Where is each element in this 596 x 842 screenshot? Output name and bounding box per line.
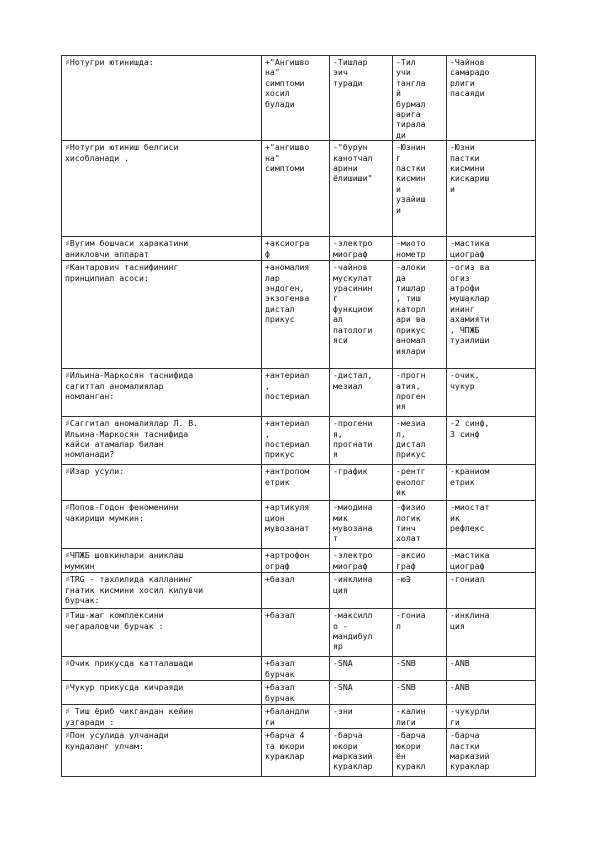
answer-option-c-cell: -миото нометр <box>393 237 447 261</box>
answer-option-d-cell: -Юзни пастки кисмини кискариш и <box>447 141 536 237</box>
question-cell: ♯Попов-Годон феноменини чакириши мумкин: <box>62 501 262 549</box>
answer-option-b-cell: -миодина мик мувозана т <box>330 501 393 549</box>
answer-option-d-cell: -огиз ва огиз атрофи мушаклар ининг ахамияти , ЧПЖБ тузилиши <box>447 261 536 369</box>
correct-answer-cell: +базал бурчак <box>262 681 330 705</box>
answer-option-b-cell: -Тишлар эич туради <box>330 56 393 141</box>
answer-option-b-cell: -SNA <box>330 681 393 705</box>
question-cell: ♯TRG - тахлилида калланинг гнатик кисмини хосил килувчи бурчак: <box>62 573 262 609</box>
answer-option-b-cell: -прогени я, прогнати я <box>330 417 393 465</box>
correct-answer-cell: +базал <box>262 573 330 609</box>
question-table <box>61 55 536 777</box>
answer-option-d-cell: -Чайнов самарадо рлиги пасаяди <box>447 56 536 141</box>
table-row <box>62 729 536 777</box>
correct-answer-cell: +базал <box>262 609 330 657</box>
table-row <box>62 261 536 369</box>
table-row <box>62 56 536 141</box>
correct-answer-cell: +артикуля цион мувозанат <box>262 501 330 549</box>
answer-option-c-cell: -SNB <box>393 657 447 681</box>
table-row <box>62 609 536 657</box>
table-row <box>62 501 536 549</box>
question-cell: ♯Очик прикусда катталашади <box>62 657 262 681</box>
answer-option-c-cell: -Тил учи тангла й бурмал арига тирала ди <box>393 56 447 141</box>
answer-option-d-cell: -барча пастки марказий кураклар <box>447 729 536 777</box>
table-row <box>62 657 536 681</box>
answer-option-d-cell: -мастика циограф <box>447 237 536 261</box>
answer-option-c-cell: -калин лиги <box>393 705 447 729</box>
answer-option-d-cell: -ANB <box>447 681 536 705</box>
answer-option-c-cell: -физио логик тинч холат <box>393 501 447 549</box>
correct-answer-cell: +антропом етрик <box>262 465 330 501</box>
question-cell: ♯Кантарович таснифининг принципиал асоси: <box>62 261 262 369</box>
answer-option-c-cell: -алоки да тишлар , тиш каторл ари ва прикус аномал иялари <box>393 261 447 369</box>
correct-answer-cell: +артрофон ограф <box>262 549 330 573</box>
answer-option-d-cell: -чукурли ги <box>447 705 536 729</box>
table-row <box>62 705 536 729</box>
question-cell: ♯Тиш-жаг комплексини чегараловчи бурчак : <box>62 609 262 657</box>
answer-option-b-cell: -электро миограф <box>330 549 393 573</box>
table-row <box>62 237 536 261</box>
correct-answer-cell: +базал бурчак <box>262 657 330 681</box>
correct-answer-cell: +антериал , постериал <box>262 369 330 417</box>
correct-answer-cell: +антериал , постериал прикус <box>262 417 330 465</box>
answer-option-b-cell: -барча юкори марказий кураклар <box>330 729 393 777</box>
answer-option-c-cell: -рентг енолог ик <box>393 465 447 501</box>
correct-answer-cell: +баландли ги <box>262 705 330 729</box>
answer-option-c-cell: -аксио граф <box>393 549 447 573</box>
correct-answer-cell: +"ангишво на" симптоми <box>262 141 330 237</box>
table-row <box>62 573 536 609</box>
answer-option-b-cell: -электро миограф <box>330 237 393 261</box>
answer-option-d-cell: -гониал <box>447 573 536 609</box>
answer-option-b-cell: -максилл о - мандибул яр <box>330 609 393 657</box>
correct-answer-cell: +аномалия лар эндоген, экзогенва дистал прикус <box>262 261 330 369</box>
answer-option-b-cell: -инклина ция <box>330 573 393 609</box>
question-cell: ♯Пон усулида улчанади кундаланг улчам: <box>62 729 262 777</box>
question-cell: ♯Саггитал аномалиялар Л. В. Ильина-Маркосян таснифида кайси атамалар билан номланади? <box>62 417 262 465</box>
question-cell: ♯ Тиш ёриб чикгандан кейин узгаради : <box>62 705 262 729</box>
table-row <box>62 681 536 705</box>
answer-option-d-cell: -ANB <box>447 657 536 681</box>
answer-option-c-cell: -гониа л <box>393 609 447 657</box>
answer-option-c-cell: -мезиа л, дистал прикус <box>393 417 447 465</box>
answer-option-d-cell: -инклина ция <box>447 609 536 657</box>
question-cell: ♯Вугим бошчаси харакатини аникловчи аппарат <box>62 237 262 261</box>
correct-answer-cell: +аксиогра ф <box>262 237 330 261</box>
table-row <box>62 141 536 237</box>
answer-option-c-cell: -ю∋ <box>393 573 447 609</box>
question-cell: ♯ЧПЖБ шовкинлари аниклаш мумкин <box>62 549 262 573</box>
answer-option-c-cell: -SNB <box>393 681 447 705</box>
answer-option-d-cell: -2 синф, 3 синф <box>447 417 536 465</box>
answer-option-b-cell: -график <box>330 465 393 501</box>
question-cell: ♯Ильина-Маркосян таснифида сагиттал аномалиялар номланган: <box>62 369 262 417</box>
correct-answer-cell: +"Ангишво на" симптоми хосил булади <box>262 56 330 141</box>
answer-option-d-cell: -краниом етрик <box>447 465 536 501</box>
answer-option-c-cell: -прогн атия, проген ия <box>393 369 447 417</box>
answer-option-d-cell: -мастика циограф <box>447 549 536 573</box>
answer-option-b-cell: -дистал, мезиал <box>330 369 393 417</box>
answer-option-b-cell: -эни <box>330 705 393 729</box>
answer-option-c-cell: -Юзнин г пастки кисмин и узайиш и <box>393 141 447 237</box>
correct-answer-cell: +барча 4 та юкори кураклар <box>262 729 330 777</box>
question-cell: ♯Изар усули: <box>62 465 262 501</box>
question-cell: ♯Нотугри ютиниш белгиси хисобланади . <box>62 141 262 237</box>
question-cell: ♯Нотугри ютинишда: <box>62 56 262 141</box>
answer-option-c-cell: -барча юкори ён куракл <box>393 729 447 777</box>
table-row <box>62 417 536 465</box>
answer-option-d-cell: -очик, чукур <box>447 369 536 417</box>
answer-option-b-cell: -чайнов мускулат урасинин г функциои ал патологи яси <box>330 261 393 369</box>
question-cell: ♯Чукур прикусда кичраяди <box>62 681 262 705</box>
answer-option-b-cell: -"бурун канотчал арини ёлишиши" <box>330 141 393 237</box>
table-row <box>62 369 536 417</box>
table-row <box>62 465 536 501</box>
answer-option-b-cell: -SNA <box>330 657 393 681</box>
table-row <box>62 549 536 573</box>
question-table-body <box>62 56 536 777</box>
answer-option-d-cell: -миостат ик рефлекс <box>447 501 536 549</box>
